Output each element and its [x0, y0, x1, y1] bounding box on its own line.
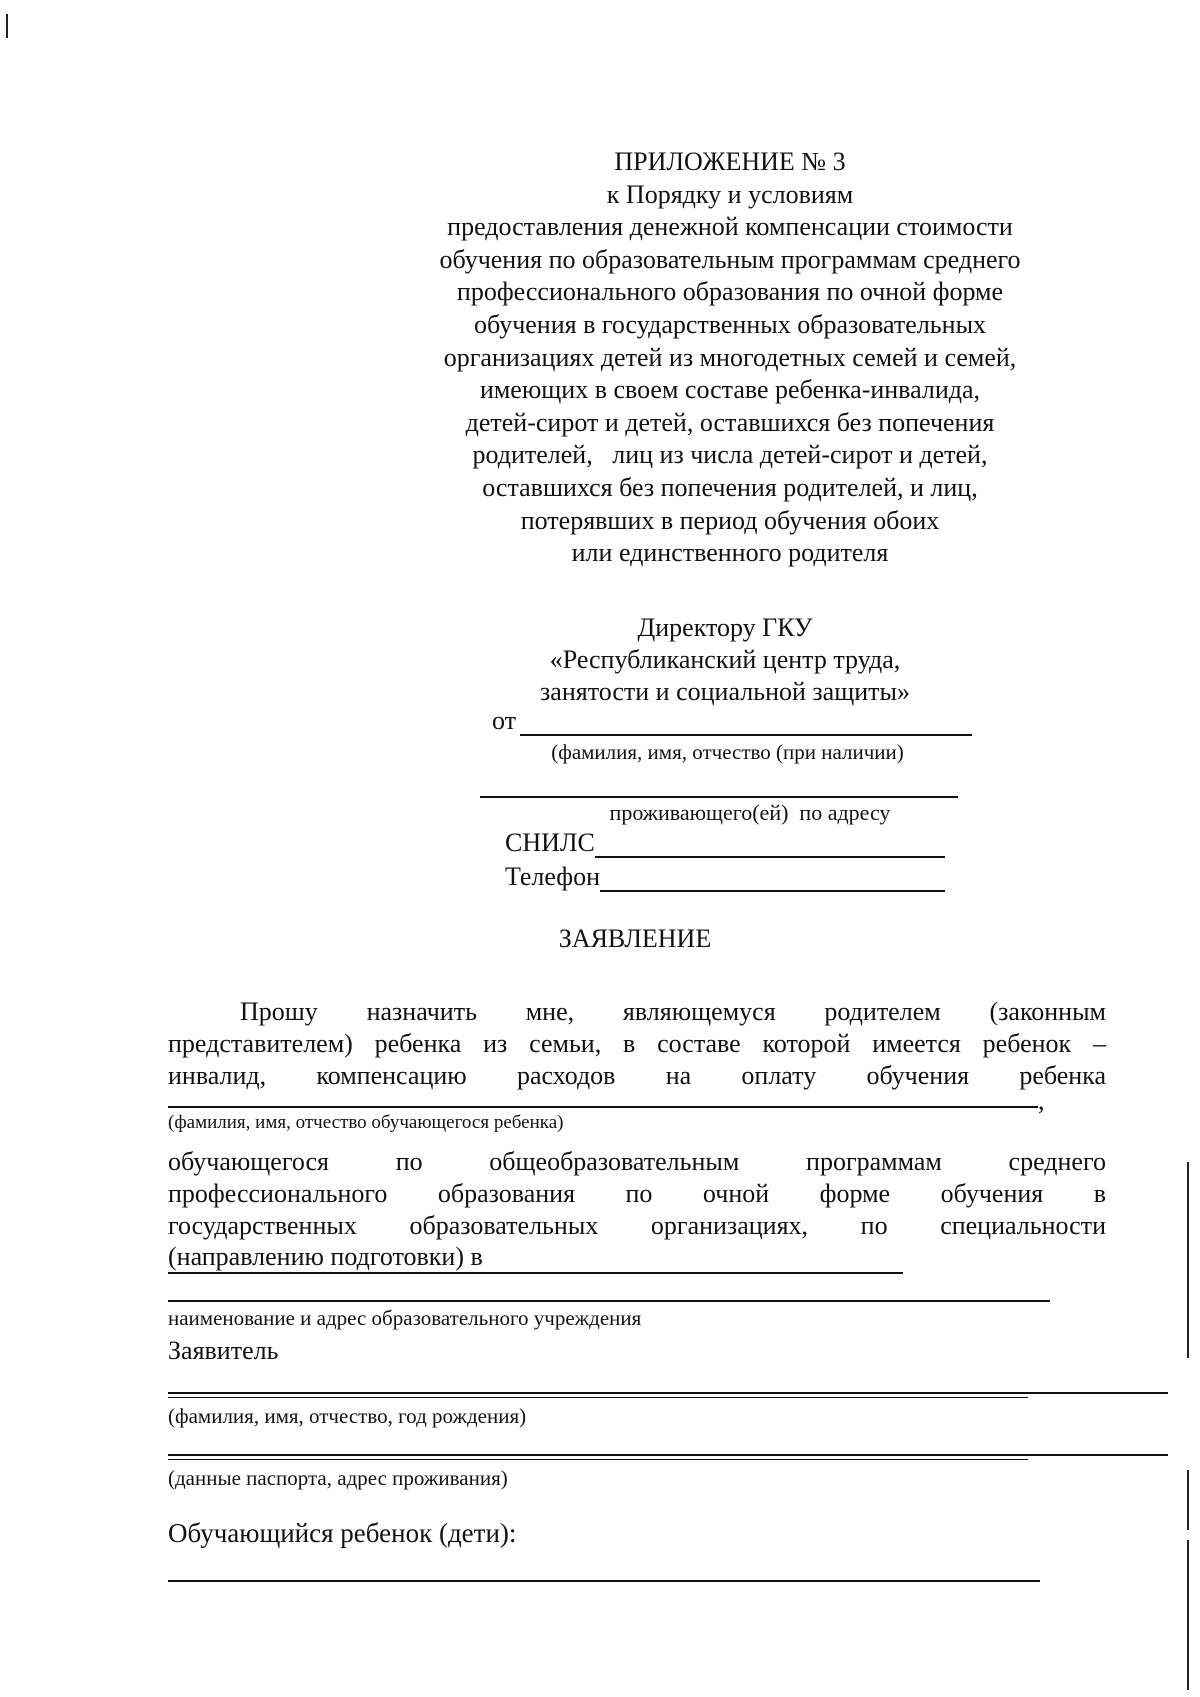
- scan-artifact: [1187, 1470, 1189, 1530]
- appendix-line: потерявших в период обучения обоих: [520, 505, 940, 535]
- address-blank-line[interactable]: [480, 796, 958, 798]
- addressee-line: Директору ГКУ: [637, 613, 813, 642]
- appendix-line: обучения по образовательным программам среднего: [439, 244, 1021, 274]
- passport-blank-line-underline: [168, 1459, 1028, 1460]
- applicant-blank-line[interactable]: [168, 1392, 1168, 1394]
- child-name-blank-line[interactable]: [168, 1106, 1038, 1108]
- applicant-blank-line-underline: [168, 1397, 1028, 1398]
- phone-label: Телефон: [505, 862, 601, 891]
- children-label: Обучающийся ребенок (дети):: [168, 1518, 517, 1548]
- child-name-hint: (фамилия, имя, отчество обучающегося ребенка): [168, 1112, 564, 1133]
- addressee-line: «Республиканский центр труда,: [549, 645, 901, 674]
- from-label: от: [492, 706, 517, 735]
- snils-blank-line[interactable]: [595, 832, 945, 858]
- applicant-fio-hint: (фамилия, имя, отчество, год рождения): [168, 1404, 527, 1428]
- phone-field[interactable]: [505, 862, 945, 892]
- address-hint: проживающего(ей) по адресу: [609, 800, 891, 825]
- fio-hint: (фамилия, имя, отчество (при наличии): [551, 740, 904, 764]
- school-hint: наименование и адрес образовательного учреждения: [168, 1306, 642, 1330]
- appendix-line: имеющих в своем составе ребенка-инвалида,: [479, 375, 981, 405]
- paragraph-line: профессионального образования по очной форме обучения в: [168, 1179, 1106, 1208]
- passport-hint: (данные паспорта, адрес проживания): [168, 1466, 508, 1490]
- appendix-line: или единственного родителя: [571, 538, 889, 568]
- paragraph-line: обучающегося по общеобразовательным программам среднего: [168, 1147, 1106, 1176]
- addressee-line: занятости и социальной защиты»: [540, 677, 910, 706]
- appendix-line: к Порядку и условиям: [606, 179, 854, 209]
- direction-text: (направлению подготовки) в: [168, 1242, 903, 1274]
- paragraph-line: представителем) ребенка из семьи, в составе которой имеется ребенок –: [168, 1029, 1106, 1058]
- appendix-line: обучения в государственных образовательных: [473, 309, 987, 339]
- from-field[interactable]: [492, 706, 972, 736]
- children-blank-line[interactable]: [168, 1580, 1040, 1582]
- appendix-line: профессионального образования по очной форме: [456, 277, 1004, 307]
- appendix-title: ПРИЛОЖЕНИЕ № 3: [614, 147, 846, 176]
- comma: ,: [1038, 1086, 1045, 1115]
- statement-paragraph-1: [168, 996, 1106, 1092]
- appendix-line: предоставления денежной компенсации стоимости: [447, 212, 1013, 242]
- addressee-block: [480, 612, 970, 708]
- appendix-header: [380, 146, 1080, 570]
- paragraph-line: Прошу назначить мне, являющемуся родителем (законным: [240, 997, 1106, 1026]
- from-blank-line[interactable]: [520, 708, 972, 736]
- appendix-line: организациях детей из многодетных семей и семей,: [443, 342, 1017, 372]
- phone-blank-line[interactable]: [600, 866, 945, 892]
- school-blank-line[interactable]: [168, 1300, 1050, 1302]
- appendix-line: родителей, лиц из числа детей-сирот и детей,: [472, 440, 988, 470]
- scan-artifact: [1187, 1162, 1189, 1358]
- scan-artifact: [1187, 1540, 1189, 1690]
- snils-label: СНИЛС: [505, 828, 595, 857]
- applicant-label: Заявитель: [168, 1336, 279, 1365]
- scan-artifact: [6, 14, 8, 38]
- appendix-line: оставшихся без попечения родителей, и лиц,: [482, 472, 978, 502]
- direction-field[interactable]: [168, 1242, 903, 1274]
- paragraph-line: инвалид, компенсацию расходов на оплату обучения ребенка: [168, 1061, 1106, 1090]
- appendix-line: детей-сирот и детей, оставшихся без попечения: [465, 407, 995, 437]
- passport-blank-line[interactable]: [168, 1454, 1168, 1456]
- snils-field[interactable]: [505, 828, 945, 858]
- paragraph-line: государственных образовательных организациях, по специальности: [168, 1211, 1106, 1240]
- statement-title: ЗАЯВЛЕНИЕ: [558, 924, 712, 953]
- statement-paragraph-2: [168, 1146, 1106, 1242]
